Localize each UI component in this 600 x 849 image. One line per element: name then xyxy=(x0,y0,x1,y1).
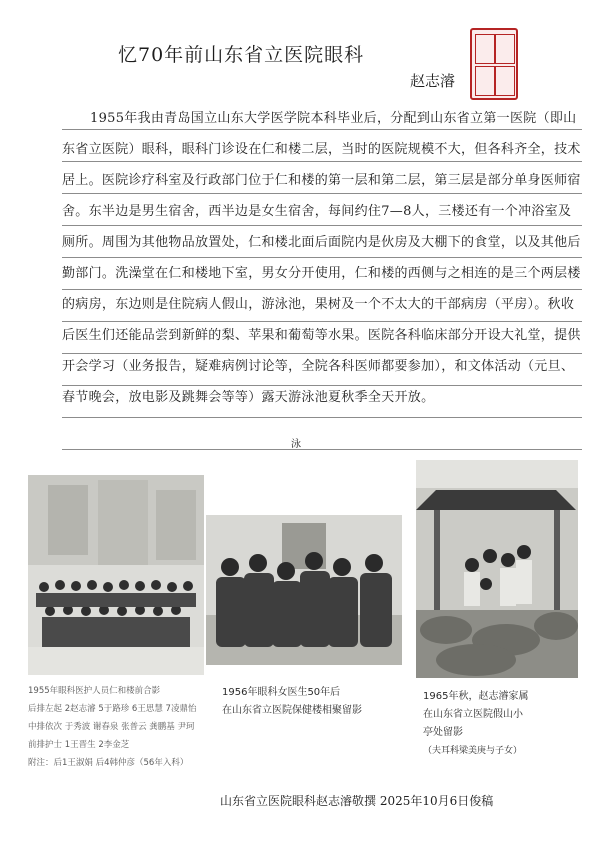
photo-1-caption xyxy=(28,682,213,772)
caption-line: 附注：后1王淑娟 后4韩仲彦（56年入科） xyxy=(28,758,189,768)
insertion-mark: 泳 xyxy=(291,439,301,450)
caption-title: 1965年秋，赵志濬家属 xyxy=(423,691,529,702)
family-photo-1965 xyxy=(416,460,578,678)
memoir-paragraph: 1955年我由青岛国立山东大学医学院本科毕业后，分配到山东省立第一医院（即山东省立医院）眼科，眼科门诊设在仁和楼二层，当时的医院规模不大，但各科齐全，技术居上。医院诊疗科室及行政部门位于仁和楼的第一层和第二层，第三层是部分单身医师宿舍。东半边是男生宿舍，西半边是女生宿舍，每间约住7—8人，三楼还有一个冲浴室及厕所。周围为其他物品放置处，仁和楼北面后面院内是伙房及大棚下的食堂，以及其他后勤部门。洗澡堂在仁和楼地下室，男女分开使用，仁和楼的西侧与之相连的是三个两层楼的病房，东边则是住院病人假山，游泳池，果树及一个不太大的干部病房（平房）。秋收后医生们还能品尝到新鲜的梨、苹果和葡萄等水果。医院各科临床部分开设大礼堂，提供开会学习（业务报告，疑难病例讨论等，全院各科医师都要参加），和文体活动（元旦、春节晚会，放电影及跳舞会等等）露天游泳池夏秋季全天开放。 xyxy=(62,111,581,405)
caption-note: （夫耳科梁美庚与子女） xyxy=(423,746,523,756)
red-seal-stamp xyxy=(470,28,518,100)
caption-line: 后排左起 2赵志濬 5于路珍 6王思慧 7凌鼎怡 xyxy=(28,704,197,714)
group-photo-1955 xyxy=(28,475,204,675)
caption-title: 1955年眼科医护人员仁和楼前合影 xyxy=(28,686,161,696)
reunion-photo-1956 xyxy=(206,515,402,665)
caption-line: 前排护士 1王晋生 2李金芝 xyxy=(28,740,130,750)
author-name: 赵志濬 xyxy=(410,72,456,90)
signature-line: 山东省立医院眼科赵志濬敬撰 2025年10月6日俊稿 xyxy=(220,794,494,808)
caption-line: 在山东省立医院假山小 xyxy=(423,709,523,720)
caption-line: 中排依次 于秀波 谢春泉 张普云 龚鹏基 尹珂 xyxy=(28,722,195,732)
caption-line: 在山东省立医院保健楼相聚留影 xyxy=(222,705,362,716)
document-title: 忆70年前山东省立医院眼科 xyxy=(118,44,365,66)
caption-title: 1956年眼科女医生50年后 xyxy=(222,687,341,698)
caption-line: 亭处留影 xyxy=(423,727,463,738)
photo-3-caption xyxy=(423,688,583,760)
photo-2-caption xyxy=(222,684,410,720)
